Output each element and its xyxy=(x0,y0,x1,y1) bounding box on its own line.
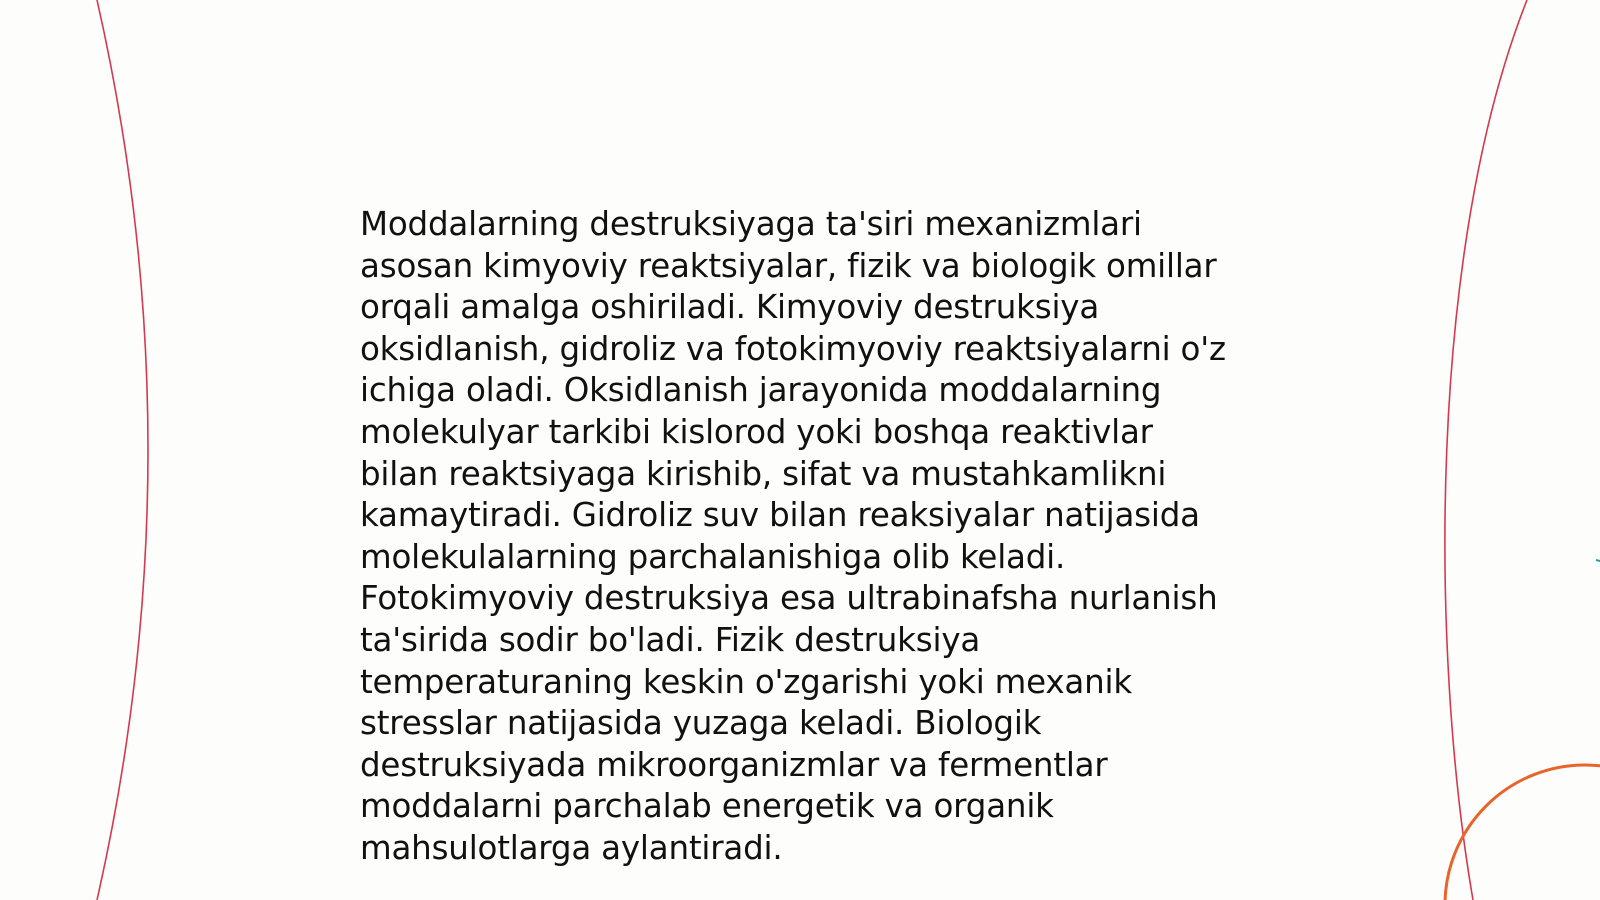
teal-accent-mark xyxy=(1596,560,1600,561)
right-decorative-curve xyxy=(1445,0,1527,900)
body-line: ichiga oladi. Oksidlanish jarayonida moddalarning xyxy=(360,371,1162,410)
body-line: kamaytiradi. Gidroliz suv bilan reaksiyalar natijasida xyxy=(360,496,1200,535)
orange-arc xyxy=(1445,765,1600,900)
body-line: destruksiyada mikroorganizmlar va fermentlar xyxy=(360,745,1108,784)
left-decorative-curve xyxy=(97,0,148,900)
body-line: orqali amalga oshiriladi. Kimyoviy destruksiya xyxy=(360,288,1100,327)
body-line: temperaturaning keskin o'zgarishi yoki mexanik xyxy=(360,662,1132,701)
body-line: bilan reaktsiyaga kirishib, sifat va mustahkamlikni xyxy=(360,454,1167,493)
body-line: moddalarni parchalab energetik va organik xyxy=(360,787,1054,826)
body-line: mahsulotlarga aylantiradi. xyxy=(360,828,783,867)
body-line: molekulalarning parchalanishiga olib keladi. xyxy=(360,537,1066,576)
body-line: stresslar natijasida yuzaga keladi. Biologik xyxy=(360,704,1042,743)
body-line: oksidlanish, gidroliz va fotokimyoviy reaktsiyalarni o'z xyxy=(360,329,1226,368)
body-line: Moddalarning destruksiyaga ta'siri mexanizmlari xyxy=(360,205,1142,243)
body-paragraph xyxy=(360,204,1260,870)
body-line: ta'sirida sodir bo'ladi. Fizik destruksiya xyxy=(360,620,981,659)
body-line: molekulyar tarkibi kislorod yoki boshqa reaktivlar xyxy=(360,412,1153,451)
body-line: Fotokimyoviy destruksiya esa ultrabinafsha nurlanish xyxy=(360,579,1218,618)
body-line: asosan kimyoviy reaktsiyalar, fizik va biologik omillar xyxy=(360,246,1217,285)
